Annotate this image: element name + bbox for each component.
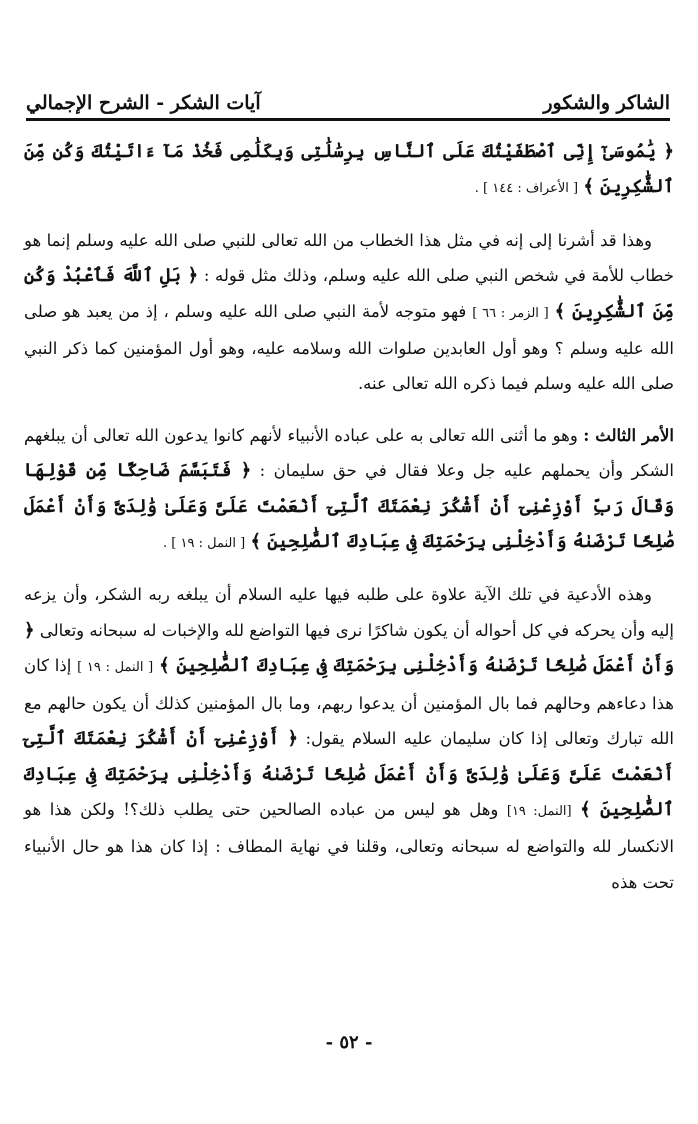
- verse-reference: [ الزمر : ٦٦ ]: [472, 305, 549, 321]
- page-number: - ٥٢ -: [325, 1032, 373, 1053]
- page-body: [24, 134, 674, 900]
- quran-verse: ﴿ أَوْزِعْنِىٓ أَنْ أَشْكُرَ نِعْمَتَكَ ٱلَّتِىٓ أَنْعَمْتَ عَلَىَّ وَعَلَىٰ وَٰلِدَىَّ وَأَنْ أَعْمَلَ صَٰلِحًا تَرْضَىٰهُ وَأَدْخِلْنِى بِرَحْمَتِكَ فِى عِبَادِكَ ٱلصَّٰلِحِينَ ﴾: [24, 728, 674, 820]
- verse-reference: [ الأعراف : ١٤٤ ] .: [474, 181, 579, 197]
- verse-reference: [ النمل : ١٩ ]: [77, 660, 154, 676]
- chapter-title: آيات الشكر - الشرح الإجمالي: [26, 92, 261, 114]
- paragraph-text: وهو ما أثنى الله تعالى به على عباده الأنبياء لأنهم كانوا يدعون الله تعالى أن يبلغهم الشكر وأن يحملهم عليه جل وعلا فقال في حق سليمان :: [24, 425, 675, 481]
- verse-reference: [ النمل : ١٩ ] .: [163, 536, 246, 552]
- paragraph-4: [24, 577, 674, 900]
- paragraph-text: وهذه الأدعية في تلك الآية علاوة على طلبه فيها عليه السلام أن يبلغه ربه الشكر، وأن يزعه إليه وأن يحركه في كل أحواله أن يكون شاكرًا نرى فيها التواضع لله والإخبات له سبحانه وتعالى: [24, 585, 674, 640]
- paragraph-text: وهذا قد أشرنا إلى إنه في مثل هذا الخطاب من الله تعالى للنبي صلى الله عليه وسلم إنما هو خطاب للأمة في شخص النبي صلى الله عليه وسلم، وذلك مثل قوله :: [24, 230, 674, 286]
- running-header: [26, 84, 670, 121]
- paragraph-1: [24, 134, 674, 207]
- paragraph-3: [24, 418, 674, 562]
- quran-verse: ﴿ بَلِ ٱللَّهَ فَٱعْبُدْ وَكُن مِّنَ ٱلشَّٰكِرِينَ ﴾: [24, 265, 674, 322]
- verse-reference: [النمل: ١٩]: [506, 803, 572, 819]
- paragraph-text: وهل هو ليس من عباده الصالحين حتى يطلب ذلك؟! ولكن هذا هو الانكسار لله والتواضع له سبحانه وتعالى، وقلنا في نهاية المطاف : إذا كان هذا هو حال الأنبياء تحت هذه: [24, 799, 674, 892]
- paragraph-2: [24, 223, 674, 402]
- quran-verse: ﴿ فَتَبَسَّمَ ضَاحِكًا مِّن قَوْلِهَا وَقَالَ رَبِّ أَوْزِعْنِىٓ أَنْ أَشْكُرَ نِعْمَتَكَ ٱلَّتِىٓ أَنْعَمْتَ عَلَىَّ وَعَلَىٰ وَٰلِدَىَّ وَأَنْ أَعْمَلَ صَٰلِحًا تَرْضَىٰهُ وَأَدْخِلْنِى بِرَحْمَتِكَ فِى عِبَادِكَ ٱلصَّٰلِحِينَ ﴾: [24, 460, 674, 553]
- book-title: الشاكر والشكور: [543, 92, 670, 114]
- paragraph-text: فهو متوجه لأمة النبي صلى الله عليه وسلم ، إذ من يعبد هو صلى الله عليه وسلم ؟ وهو أول العابدين صلوات الله وسلامه عليه، وهو أول المؤمنين كما ذكر النبي صلى الله عليه وسلم فيما ذكره الله تعالى عنه.: [24, 301, 674, 394]
- paragraph-text: إذا كان هذا دعاءهم وحالهم فما بال المؤمنين أن يدعوا ربهم، وما بال المؤمنين كذلك أن يكون حالهم مع الله تبارك وتعالى إذا كان سليمان عليه السلام يقول:: [24, 656, 675, 749]
- quran-verse: ﴿ وَأَنْ أَعْمَلَ صَٰلِحًا تَرْضَىٰهُ وَأَدْخِلْنِى بِرَحْمَتِكَ فِى عِبَادِكَ ٱلصَّٰلِحِينَ ﴾: [24, 619, 674, 677]
- quran-verse: ﴿ يَٰمُوسَىٰٓ إِنِّى ٱصْطَفَيْتُكَ عَلَى ٱلنَّاسِ بِرِسَٰلَٰتِى وَبِكَلَٰمِى فَخُذْ مَآ ءَاتَيْتُكَ وَكُن مِّنَ ٱلشَّٰكِرِينَ ﴾: [24, 141, 674, 198]
- section-lead: الأمر الثالث :: [583, 425, 674, 445]
